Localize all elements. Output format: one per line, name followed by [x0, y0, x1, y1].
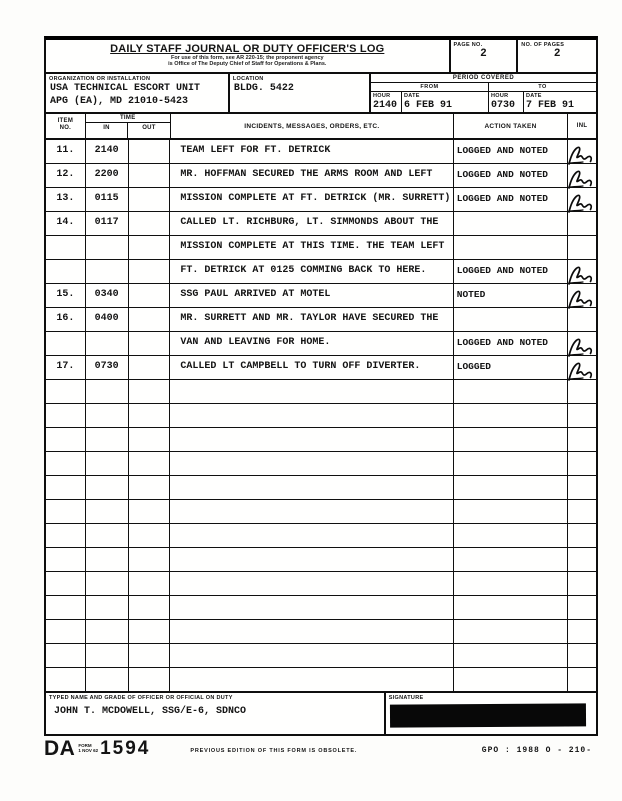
cell-time-in: 2140: [86, 140, 129, 163]
cell-time-out: [129, 476, 171, 499]
cell-incident-text: MISSION COMPLETE AT THIS TIME. THE TEAM LEFT: [170, 236, 453, 259]
cell-incident-text: [170, 380, 453, 403]
form-subtitle-line1: For use of this form, see AR 220-15; the proponent agency: [170, 55, 324, 61]
cell-action-taken: LOGGED AND NOTED: [454, 188, 568, 211]
no-of-pages-label: NO. OF PAGES: [521, 42, 565, 48]
cell-initials: [568, 452, 596, 475]
cell-incident-text: [170, 668, 453, 691]
cell-time-in: 2200: [86, 164, 129, 187]
cell-time-out: [129, 404, 171, 427]
obsolete-note: PREVIOUS EDITION OF THIS FORM IS OBSOLETE.: [190, 748, 358, 754]
typed-name-label: TYPED NAME AND GRADE OF OFFICER OR OFFICIAL ON DUTY: [49, 695, 233, 701]
initials-signature-icon: [565, 167, 599, 193]
item-label-line1: ITEM: [57, 118, 74, 124]
log-table-row: [46, 452, 596, 476]
cell-time-in: 0340: [86, 284, 129, 307]
to-hour-value: 0730: [491, 100, 516, 111]
cell-item-no: [46, 260, 86, 283]
from-date-box: [402, 92, 489, 112]
cell-time-out: [129, 188, 171, 211]
cell-action-taken: LOGGED AND NOTED: [454, 260, 568, 283]
form-edition-stack: [78, 743, 98, 753]
cell-initials: [568, 260, 596, 283]
cell-item-no: [46, 548, 86, 571]
cell-incident-text: [170, 500, 453, 523]
page-no-box: [451, 40, 519, 72]
cell-time-out: [129, 548, 171, 571]
col-header-time: [86, 114, 171, 138]
log-table-row: [46, 380, 596, 404]
form-header-row2: [46, 74, 596, 114]
no-of-pages-value: 2: [553, 48, 561, 60]
cell-time-in: 0117: [86, 212, 129, 235]
cell-time-out: [129, 356, 171, 379]
cell-incident-text: [170, 548, 453, 571]
col-header-action-taken: ACTION TAKEN: [454, 114, 568, 138]
redacted-signature-bar: [390, 703, 586, 727]
cell-time-out: [129, 260, 171, 283]
cell-item-no: 13.: [46, 188, 86, 211]
log-table-row: [46, 668, 596, 692]
to-hour-box: [489, 92, 524, 112]
cell-item-no: [46, 428, 86, 451]
log-rows: [46, 140, 596, 692]
cell-initials: [568, 668, 596, 691]
cell-incident-text: MISSION COMPLETE AT FT. DETRICK (MR. SURRETT): [170, 188, 453, 211]
cell-action-taken: [454, 524, 568, 547]
cell-item-no: [46, 572, 86, 595]
cell-action-taken: LOGGED AND NOTED: [454, 332, 568, 355]
log-table-row: [46, 308, 596, 332]
time-in-out-row: [86, 123, 170, 138]
cell-time-out: [129, 620, 171, 643]
cell-incident-text: [170, 524, 453, 547]
cell-initials: [568, 596, 596, 619]
no-of-pages-box: [518, 40, 596, 72]
cell-action-taken: [454, 500, 568, 523]
cell-action-taken: [454, 668, 568, 691]
col-header-item-no: [46, 114, 86, 138]
to-date-value: 7 FEB 91: [526, 100, 575, 111]
cell-initials: [568, 164, 596, 187]
log-table-row: [46, 356, 596, 380]
cell-time-in: [86, 572, 129, 595]
form-number: 1594: [100, 738, 151, 759]
organization-box: [46, 74, 230, 112]
log-table-row: [46, 500, 596, 524]
cell-incident-text: FT. DETRICK AT 0125 COMMING BACK TO HERE.: [170, 260, 453, 283]
cell-time-out: [129, 284, 171, 307]
cell-incident-text: CALLED LT. RICHBURG, LT. SIMMONDS ABOUT THE: [170, 212, 453, 235]
log-table-header: [46, 114, 596, 140]
col-header-initials: INL: [576, 123, 588, 129]
period-covered-box: [371, 74, 596, 112]
cell-incident-text: [170, 452, 453, 475]
cell-action-taken: [454, 428, 568, 451]
cell-time-out: [129, 380, 171, 403]
cell-incident-text: [170, 620, 453, 643]
cell-incident-text: MR. HOFFMAN SECURED THE ARMS ROOM AND LEFT: [170, 164, 453, 187]
form-title: DAILY STAFF JOURNAL OR DUTY OFFICER'S LOG: [110, 43, 385, 55]
gpo-print-note: GPO : 1988 O - 210-: [481, 746, 592, 755]
initials-signature-icon: [565, 143, 599, 169]
cell-initials: [568, 500, 596, 523]
cell-initials: [568, 524, 596, 547]
cell-initials: [568, 356, 596, 379]
form-edition-date: 1 NOV 62: [78, 748, 99, 753]
cell-item-no: [46, 620, 86, 643]
log-table-row: [46, 572, 596, 596]
log-table-row: [46, 644, 596, 668]
cell-item-no: [46, 500, 86, 523]
cell-time-out: [129, 668, 171, 691]
cell-time-in: [86, 620, 129, 643]
cell-item-no: 14.: [46, 212, 86, 235]
from-hour-label: HOUR: [373, 93, 391, 99]
location-label: LOCATION: [232, 76, 264, 82]
from-date-value: 6 FEB 91: [404, 100, 453, 111]
log-table-row: [46, 260, 596, 284]
organization-line2: APG (EA), MD 21010-5423: [50, 96, 189, 107]
cell-time-in: [86, 236, 129, 259]
cell-item-no: [46, 668, 86, 691]
cell-incident-text: TEAM LEFT FOR FT. DETRICK: [170, 140, 453, 163]
cell-time-in: [86, 596, 129, 619]
cell-time-out: [129, 428, 171, 451]
cell-initials: [568, 644, 596, 667]
cell-action-taken: [454, 404, 568, 427]
signature-band: [46, 692, 596, 734]
cell-initials: [568, 548, 596, 571]
cell-item-no: 11.: [46, 140, 86, 163]
to-label: TO: [538, 84, 547, 90]
initials-signature-icon: [565, 263, 599, 289]
cell-time-in: [86, 332, 129, 355]
cell-action-taken: [454, 620, 568, 643]
to-date-box: [524, 92, 596, 112]
initials-signature-icon: [565, 191, 599, 217]
to-hour-label: HOUR: [491, 93, 509, 99]
cell-item-no: [46, 644, 86, 667]
log-table-row: [46, 524, 596, 548]
cell-action-taken: [454, 236, 568, 259]
cell-item-no: 15.: [46, 284, 86, 307]
from-date-label: DATE: [404, 93, 420, 99]
cell-time-in: [86, 428, 129, 451]
from-hour-value: 2140: [373, 100, 398, 111]
cell-item-no: [46, 236, 86, 259]
cell-initials: [568, 332, 596, 355]
cell-incident-text: [170, 572, 453, 595]
cell-incident-text: [170, 476, 453, 499]
cell-time-in: [86, 452, 129, 475]
cell-item-no: [46, 524, 86, 547]
cell-item-no: [46, 452, 86, 475]
signature-label: SIGNATURE: [388, 695, 424, 701]
log-table-row: [46, 236, 596, 260]
cell-action-taken: [454, 572, 568, 595]
cell-item-no: 17.: [46, 356, 86, 379]
cell-item-no: [46, 404, 86, 427]
cell-action-taken: LOGGED AND NOTED: [454, 140, 568, 163]
cell-action-taken: [454, 596, 568, 619]
cell-time-in: [86, 548, 129, 571]
log-table-row: [46, 212, 596, 236]
cell-initials: [568, 404, 596, 427]
cell-action-taken: [454, 548, 568, 571]
cell-item-no: [46, 476, 86, 499]
location-box: [230, 74, 371, 112]
cell-incident-text: CALLED LT CAMPBELL TO TURN OFF DIVERTER.: [170, 356, 453, 379]
form-word: FORM: [78, 743, 92, 748]
cell-initials: [568, 476, 596, 499]
da-prefix: DA: [44, 737, 76, 760]
cell-action-taken: [454, 212, 568, 235]
cell-time-out: [129, 500, 171, 523]
cell-time-in: 0115: [86, 188, 129, 211]
organization-line1: USA TECHNICAL ESCORT UNIT: [50, 83, 201, 94]
page-no-value: 2: [480, 48, 487, 60]
signature-box: [386, 693, 596, 734]
col-header-incidents: INCIDENTS, MESSAGES, ORDERS, ETC.: [171, 114, 454, 138]
log-table-row: [46, 548, 596, 572]
cell-incident-text: MR. SURRETT AND MR. TAYLOR HAVE SECURED THE: [170, 308, 453, 331]
time-label: TIME: [86, 114, 170, 123]
da-form-1594: [44, 36, 598, 736]
log-table-row: [46, 596, 596, 620]
cell-action-taken: LOGGED AND NOTED: [454, 164, 568, 187]
cell-incident-text: SSG PAUL ARRIVED AT MOTEL: [170, 284, 453, 307]
cell-time-in: [86, 500, 129, 523]
cell-time-in: 0730: [86, 356, 129, 379]
cell-incident-text: [170, 404, 453, 427]
log-table-row: [46, 332, 596, 356]
page-no-label: PAGE NO.: [453, 42, 483, 48]
cell-time-out: [129, 308, 171, 331]
cell-action-taken: [454, 308, 568, 331]
cell-action-taken: NOTED: [454, 284, 568, 307]
log-table-row: [46, 164, 596, 188]
cell-action-taken: [454, 380, 568, 403]
initials-signature-icon: [565, 359, 599, 385]
log-table-row: [46, 428, 596, 452]
cell-item-no: [46, 596, 86, 619]
cell-time-in: [86, 476, 129, 499]
log-table-row: [46, 188, 596, 212]
cell-time-in: [86, 668, 129, 691]
initials-signature-icon: [565, 287, 599, 313]
cell-time-in: 0400: [86, 308, 129, 331]
cell-item-no: 16.: [46, 308, 86, 331]
organization-label: ORGANIZATION OR INSTALLATION: [49, 76, 151, 82]
item-label-line2: NO.: [59, 125, 72, 131]
cell-time-out: [129, 140, 171, 163]
cell-item-no: [46, 380, 86, 403]
col-header-in: IN: [86, 123, 129, 138]
cell-time-out: [129, 164, 171, 187]
log-table-row: [46, 140, 596, 164]
period-from-to-row: [371, 83, 596, 92]
cell-time-out: [129, 524, 171, 547]
from-hour-box: [371, 92, 402, 112]
from-label: FROM: [371, 83, 489, 91]
form-subtitle-line2: is Office of The Deputy Chief of Staff for Operations & Plans.: [168, 61, 327, 67]
cell-time-out: [129, 332, 171, 355]
col-header-out: OUT: [142, 125, 156, 131]
cell-time-in: [86, 644, 129, 667]
cell-initials: [568, 188, 596, 211]
to-date-label: DATE: [526, 93, 542, 99]
cell-time-in: [86, 260, 129, 283]
cell-time-in: [86, 404, 129, 427]
cell-incident-text: [170, 596, 453, 619]
log-table-row: [46, 620, 596, 644]
cell-time-out: [129, 212, 171, 235]
cell-action-taken: [454, 644, 568, 667]
cell-incident-text: [170, 644, 453, 667]
period-hour-date-row: [371, 92, 596, 112]
cell-initials: [568, 284, 596, 307]
title-block: [46, 40, 451, 72]
cell-action-taken: LOGGED: [454, 356, 568, 379]
cell-time-in: [86, 524, 129, 547]
cell-action-taken: [454, 452, 568, 475]
log-table-row: [46, 284, 596, 308]
cell-incident-text: VAN AND LEAVING FOR HOME.: [170, 332, 453, 355]
cell-item-no: 12.: [46, 164, 86, 187]
initials-signature-icon: [565, 335, 599, 361]
cell-time-out: [129, 644, 171, 667]
cell-initials: [568, 620, 596, 643]
typed-name-value: JOHN T. MCDOWELL, SSG/E-6, SDNCO: [54, 706, 247, 717]
cell-incident-text: [170, 428, 453, 451]
form-header-row: [46, 40, 596, 74]
cell-initials: [568, 236, 596, 259]
location-value: BLDG. 5422: [233, 83, 294, 94]
cell-time-out: [129, 452, 171, 475]
cell-item-no: [46, 332, 86, 355]
cell-time-out: [129, 236, 171, 259]
period-covered-label: PERIOD COVERED: [371, 74, 596, 83]
cell-initials: [568, 572, 596, 595]
cell-time-out: [129, 572, 171, 595]
cell-initials: [568, 428, 596, 451]
form-footer: [44, 737, 600, 760]
log-table-row: [46, 404, 596, 428]
cell-initials: [568, 140, 596, 163]
typed-name-box: [46, 693, 386, 734]
cell-time-out: [129, 596, 171, 619]
log-table-row: [46, 476, 596, 500]
cell-time-in: [86, 380, 129, 403]
cell-action-taken: [454, 476, 568, 499]
